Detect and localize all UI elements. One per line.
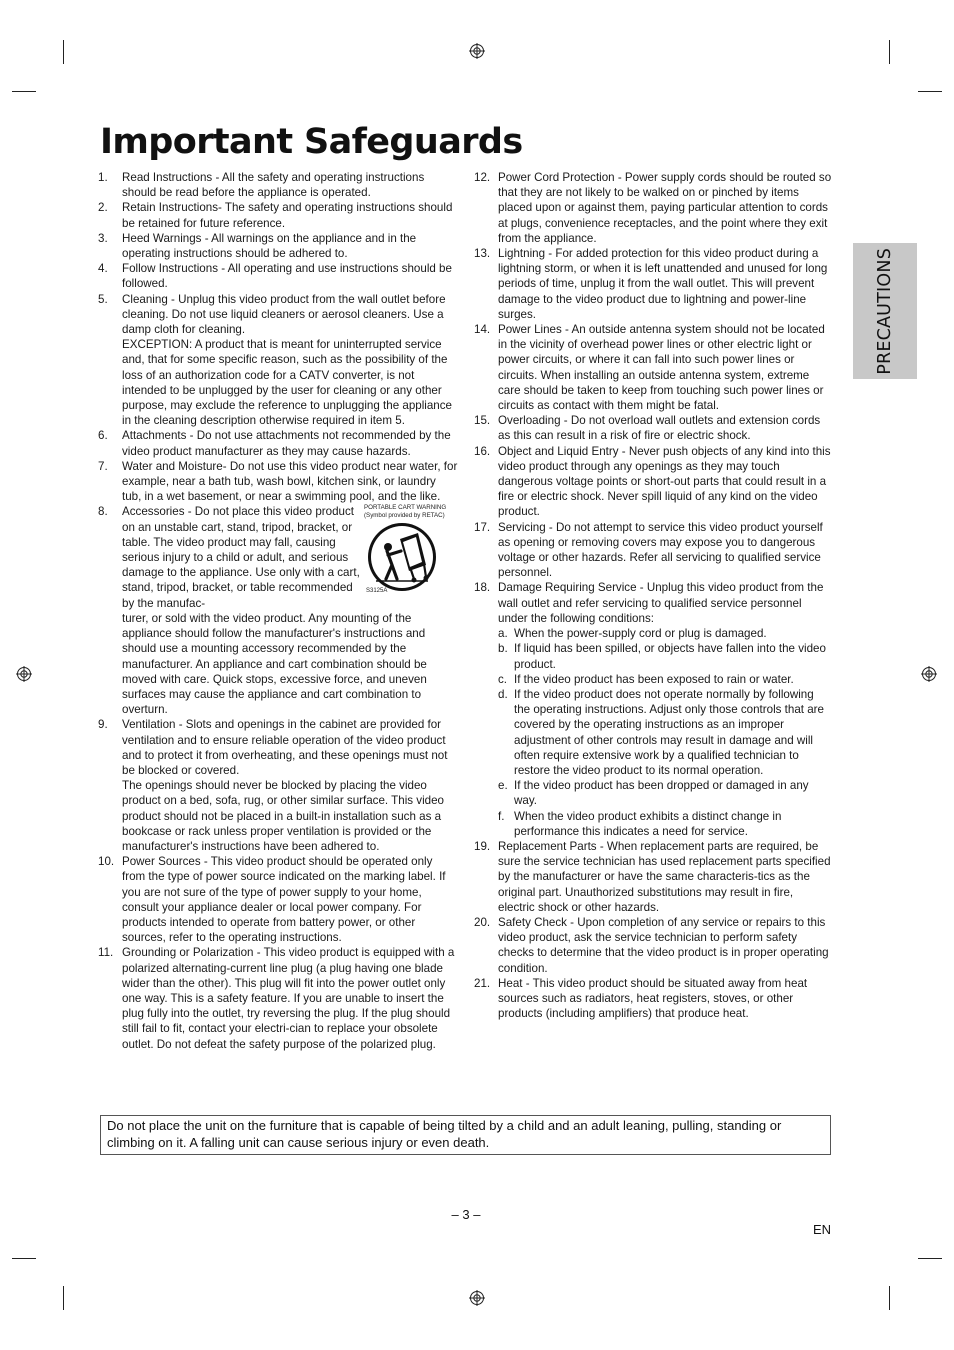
list-item: [98, 200, 458, 230]
crop-mark: [12, 91, 36, 92]
item-text: Retain Instructions- The safety and operating instructions should be retained for future reference.: [122, 201, 453, 230]
item-number: 2.: [98, 201, 108, 215]
language-code: EN: [813, 1222, 832, 1237]
condition-item: [498, 626, 832, 641]
list-item: [474, 976, 832, 1022]
item-number: 14.: [474, 323, 491, 337]
condition-text: If liquid has been spilled, or objects have fallen into the video product.: [514, 642, 826, 671]
item-text: Cleaning - Unplug this video product from the wall outlet before cleaning. Do not use liquid cleaners or aerosol cleaners. Use a damp cloth for cleaning.: [122, 292, 446, 337]
crop-mark: [889, 1286, 890, 1310]
condition-letter: a.: [498, 627, 508, 641]
condition-letter: c.: [498, 672, 508, 686]
item-number: 13.: [474, 247, 491, 261]
condition-text: If the video product does not operate normally by following the operating instructions. Adjust only those controls that are covered by the operating instructions as an improper adjustment of other controls may result in damage and will often require extensive work by a qualified technician to restore the video product to its normal operation.: [514, 687, 824, 777]
item-text: Water and Moisture- Do not use this video product near water, for example, near a bath tub, wash bowl, kitchen sink, or laundry tub, in a wet basement, or near a swimming pool, and the like.: [122, 459, 458, 504]
item-text: Follow Instructions - All operating and use instructions should be followed.: [122, 262, 452, 291]
item-text: Power Cord Protection - Power supply cords should be routed so that they are not likely to be walked on or pinched by items placed upon or against them, paying particular attention to cords at plugs, convenience receptacles, and the point where they exit from the appliance.: [498, 171, 832, 245]
registration-mark-icon: [921, 666, 937, 682]
item-text: Attachments - Do not use attachments not recommended by the video product manufacturer as they may cause hazards.: [122, 429, 451, 458]
list-item: [474, 580, 832, 838]
condition-item: [498, 641, 832, 671]
list-item: [98, 717, 458, 854]
tip-over-warning-box: [100, 1115, 831, 1155]
list-item: [474, 413, 832, 443]
item-number: 5.: [98, 292, 108, 306]
item-text: EXCEPTION: A product that is meant for uninterrupted service and, that for some specific reason, such as the possibility of the loss of an authorization code for a CATV converter, is not intended to be unplugged by the user for cleaning or any other purpose, may exclude the reference to unplugging the appliance in the cleaning description otherwise required in item 5.: [122, 338, 453, 428]
list-item: [98, 459, 458, 505]
item-number: 9.: [98, 718, 108, 732]
condition-letter: e.: [498, 779, 508, 793]
figure-code: S3125A: [366, 588, 388, 595]
item-number: 15.: [474, 414, 491, 428]
item-text: Safety Check - Upon completion of any service or repairs to this video product, ask the service technician to perform safety checks to determine that the video product is in proper operating condition.: [498, 915, 829, 975]
crop-mark: [889, 40, 890, 64]
section-tab: [853, 243, 917, 379]
list-item: [98, 945, 458, 1051]
figure-caption: PORTABLE CART WARNING: [364, 504, 447, 512]
list-item: [474, 444, 832, 520]
cart-warning-figure: [364, 504, 458, 610]
list-item: [98, 170, 458, 200]
list-item: [98, 292, 458, 429]
crop-mark: [918, 1258, 942, 1259]
item-number: 10.: [98, 855, 115, 869]
list-item: [98, 261, 458, 291]
right-column: [474, 170, 832, 1021]
safeguard-list-d: [474, 839, 832, 1021]
item-text: Damage Requiring Service - Unplug this video product from the wall outlet and refer servicing to qualified service personnel under the following conditions:: [498, 581, 824, 625]
list-item: [474, 170, 832, 246]
condition-list: [498, 626, 832, 839]
item-number: 19.: [474, 839, 491, 853]
item-text: Power Sources - This video product should be operated only from the type of power source indicated on the marking label. If you are not sure of the type of power supply to your home, consult your appliance dealer or local power company. For products intended to operate from battery power, or other sources, refer to the operating instructions.: [122, 855, 446, 945]
condition-text: When the power-supply cord or plug is damaged.: [514, 627, 767, 641]
item-text: Lightning - For added protection for this video product during a lightning storm, or when it is left unattended and unused for long periods of time, unplug it from the wall outlet. This will prevent damage to the video product due to lightning and power-line surges.: [498, 247, 828, 321]
item-number: 1.: [98, 171, 108, 184]
condition-text: When the video product exhibits a distinct change in performance this indicates a need for service.: [514, 809, 782, 838]
item-text: turer, or sold with the video product. Any mounting of the appliance should follow the manufacturer's instructions and should use a mounting accessory recommended by the manufacturer. An appliance and cart combination should be moved with care. Quick stops, excessive force, and uneven surfaces may cause the appliance and cart combination to overturn.: [122, 611, 427, 717]
condition-letter: f.: [498, 809, 505, 823]
safeguard-list-a: [98, 170, 458, 504]
item-text: Read Instructions - All the safety and operating instructions should be read before the appliance is operated.: [122, 171, 425, 200]
condition-item: [498, 778, 832, 808]
condition-item: [498, 809, 832, 839]
condition-text: If the video product has been dropped or damaged in any way.: [514, 779, 809, 808]
item-number: 21.: [474, 976, 491, 990]
crop-mark: [12, 1258, 36, 1259]
safeguard-list-b: [98, 717, 458, 1051]
condition-text: If the video product has been exposed to rain or water.: [514, 672, 794, 686]
list-item: [474, 246, 832, 322]
list-item: [474, 520, 832, 581]
item-text: Replacement Parts - When replacement parts are required, be sure the service technician has used replacement parts specified by the manufacturer or have the same characteris-tics as the original part. Unauthorized substitutions may result in fire, electric shock or other hazards.: [498, 839, 831, 914]
item-number: 18.: [474, 581, 491, 595]
item-text: Ventilation - Slots and openings in the cabinet are provided for ventilation and to ensure reliable operation of the video product and to protect it from overheating, and these openings must not be blocked or covered.: [122, 718, 448, 777]
list-item: [98, 854, 458, 945]
crop-mark: [918, 91, 942, 92]
item-text: Power Lines - An outside antenna system should not be located in the vicinity of overhead power lines or other electric light or power circuits, or where it can fall into such power lines or circuits. When installing an outside antenna system, extreme care should be taken to keep from touching such power lines or circuits as contact with them might be fatal.: [498, 323, 825, 413]
item-number: 7.: [98, 459, 108, 473]
condition-letter: b.: [498, 642, 508, 656]
warning-text: Do not place the unit on the furniture that is capable of being tilted by a child and an adult leaning, pulling, standing or climbing on it. A falling unit can cause serious injury or even death.: [107, 1118, 782, 1150]
crop-mark: [63, 1286, 64, 1310]
item-number: 12.: [474, 171, 491, 184]
section-tab-label: PRECAUTIONS: [875, 247, 895, 375]
safeguard-list-c: [474, 170, 832, 580]
item-number: 8.: [98, 505, 108, 519]
list-item: [474, 839, 832, 915]
tipping-cart-warning-icon: [366, 521, 438, 593]
item-text: Accessories - Do not place this video product on an unstable cart, stand, tripod, bracket, or table. The video product may fall, causing serious injury to a child or adult, and serious damage to the appliance. Use only with a cart, stand, tripod, bracket, or table recommended by the manufac-: [122, 505, 360, 610]
item-number: 11.: [98, 946, 114, 960]
item-text: Overloading - Do not overload wall outlets and extension cords as this can result in a risk of fire or electric shock.: [498, 414, 821, 443]
list-item: [98, 504, 458, 717]
registration-mark-icon: [469, 1290, 485, 1306]
item-number: 4.: [98, 262, 108, 276]
item-text: Object and Liquid Entry - Never push objects of any kind into this video product through any openings as they may touch dangerous voltage points or short-out parts that could result in a fire or electric shock. Never spill liquid of any kind on the video product.: [498, 444, 831, 519]
item-text: Grounding or Polarization - This video product is equipped with a polarized alternating-current line plug (a plug having one blade wider than the other). This plug will fit into the power outlet only one way. This is a safety feature. If you are unable to insert the plug fully into the outlet, try reversing the plug. If the plug should still fail to fit, contact your electri-cian to replace your obsolete outlet. Do not defeat the safety purpose of the polarized plug.: [122, 946, 455, 1051]
item-number: 16.: [474, 444, 491, 458]
left-column: [98, 170, 458, 1052]
list-item: [98, 231, 458, 261]
page-title: Important Safeguards: [100, 122, 523, 162]
crop-mark: [63, 40, 64, 64]
condition-item: [498, 672, 832, 687]
registration-mark-icon: [469, 43, 485, 59]
list-item: [474, 322, 832, 413]
figure-caption: (Symbol provided by RETAC): [364, 511, 445, 519]
list-item: [474, 915, 832, 976]
list-item: [98, 428, 458, 458]
condition-item: [498, 687, 832, 778]
condition-letter: d.: [498, 687, 508, 701]
page-number: – 3 –: [451, 1207, 481, 1222]
item-number: 3.: [98, 231, 108, 245]
item-text: Servicing - Do not attempt to service this video product yourself as opening or removing covers may expose you to dangerous voltage or other hazards. Refer all servicing to qualified service personnel.: [498, 520, 823, 580]
item-text: The openings should never be blocked by placing the video product on a bed, sofa, rug, or other similar surface. This video product should not be placed in a built-in installation such as a bookcase or rack unless proper ventilation is provided or the manufacturer's instructions have been adhered to.: [122, 779, 444, 853]
item-text: Heed Warnings - All warnings on the appliance and in the operating instructions should be adhered to.: [122, 231, 417, 261]
item-text: Heat - This video product should be situated away from heat sources such as radiators, heat registers, stoves, or other products (including amplifiers) that produce heat.: [498, 976, 808, 1021]
item-number: 17.: [474, 520, 491, 534]
item-number: 6.: [98, 429, 108, 443]
registration-mark-icon: [16, 666, 32, 682]
item-number: 20.: [474, 915, 491, 929]
